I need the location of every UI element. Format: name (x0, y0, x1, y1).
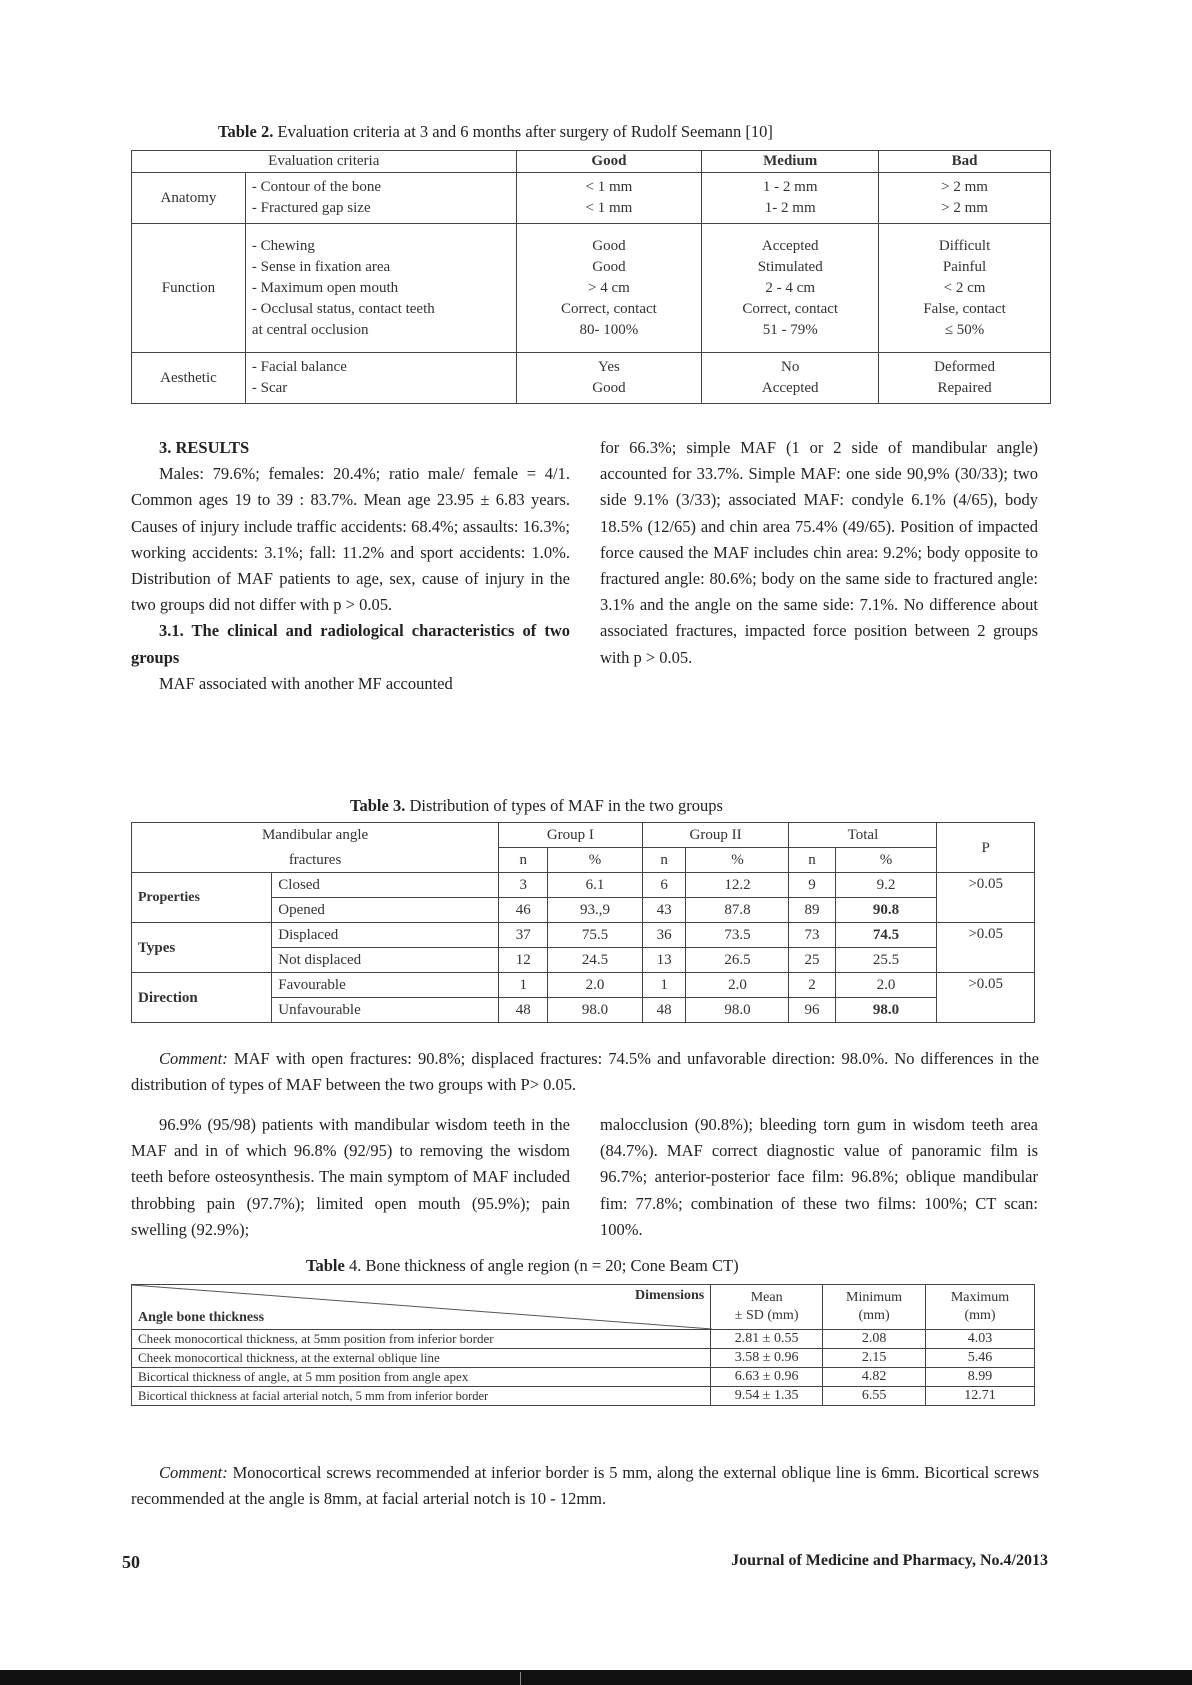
subsection-heading: 3.1. The clinical and radiological characteristics of two groups (131, 621, 570, 667)
table3-p-types: >0.05 (937, 923, 1035, 973)
table3-header-row2 (132, 848, 1035, 873)
header-line: Maximum (950, 1290, 1010, 1305)
table2-caption-label: Table 2. (218, 122, 274, 141)
table3-cell: Unfavourable (272, 998, 499, 1023)
comment-text: MAF with open fractures: 90.8%; displaced fractures: 74.5% and unfavorable direction: 98.0%. No differences in the distribution of types of MAF between the two groups with P> 0.05. (131, 1049, 1039, 1095)
cell-line: > 4 cm (588, 279, 630, 296)
table3-cell: Displaced (272, 923, 499, 948)
comment-label: Comment: (159, 1463, 228, 1482)
table3-cell: 13 (642, 948, 686, 973)
table3-cell: 89 (789, 898, 835, 923)
table4-cell: 2.08 (823, 1330, 926, 1349)
table3-header-pct: % (548, 848, 642, 873)
criteria-line: - Occlusal status, contact teeth (251, 300, 435, 317)
table3-header-pct: % (835, 848, 937, 873)
cell-line: False, contact (923, 300, 1006, 317)
table2 (131, 150, 1051, 404)
table3-cell: 9.2 (835, 873, 937, 898)
table4-cell: 3.58 ± 0.96 (711, 1349, 823, 1368)
table-row (132, 1387, 1035, 1406)
table2-anatomy-bad (879, 173, 1051, 224)
table2-header-bad: Bad (879, 151, 1051, 173)
table-row (132, 973, 1035, 998)
table4-cell: 2.15 (823, 1349, 926, 1368)
table2-aesthetic-good (516, 353, 702, 404)
table3-cell: 37 (499, 923, 548, 948)
table2-function-medium (702, 224, 879, 353)
table2-header-good: Good (516, 151, 702, 173)
table3-cell: 48 (642, 998, 686, 1023)
cell-line: > 2 mm (941, 200, 988, 216)
wisdom-teeth-paragraph: 96.9% (95/98) patients with mandibular wisdom teeth in the MAF and in of which 96.8% (92/95) to removing the wisdom teeth before osteosynthesis. The main symptom of MAF included throbbing pain (97.7%); limited open mouth (95.9%); pain swelling (92.9%); (131, 1115, 570, 1239)
table3-cell: 24.5 (548, 948, 642, 973)
table3-cell: 73 (789, 923, 835, 948)
table2-anatomy-good (516, 173, 702, 224)
table2-row-function (132, 224, 1051, 353)
header-line: ± SD (mm) (734, 1308, 799, 1323)
cell-line: Accepted (761, 237, 819, 254)
table2-anatomy-criteria (245, 173, 516, 224)
table3-cell: 48 (499, 998, 548, 1023)
table4 (131, 1284, 1035, 1406)
right-column-2 (600, 1112, 1038, 1243)
criteria-line: at central occlusion (251, 321, 369, 338)
cell-line: No (781, 359, 800, 375)
table4-cell: Cheek monocortical thickness, at 5mm position from inferior border (132, 1330, 711, 1349)
table2-header-medium: Medium (702, 151, 879, 173)
scan-edge-mark (520, 1672, 521, 1685)
table3-cell: 6.1 (548, 873, 642, 898)
table4-cell: Bicortical thickness of angle, at 5 mm position from angle apex (132, 1368, 711, 1387)
cell-line: Repaired (937, 380, 992, 396)
cell-line: > 2 mm (941, 179, 988, 195)
table4-header-mean (711, 1285, 823, 1330)
table3-header-n: n (789, 848, 835, 873)
table3-cell: 12 (499, 948, 548, 973)
table2-caption-text: Evaluation criteria at 3 and 6 months after surgery of Rudolf Seemann [10] (273, 122, 773, 141)
table2-header-row (132, 151, 1051, 173)
table2-aesthetic-criteria (245, 353, 516, 404)
table3-cell: 12.2 (686, 873, 789, 898)
table2-row-anatomy (132, 173, 1051, 224)
cell-line: Good (592, 380, 626, 396)
table2-header-criteria: Evaluation criteria (132, 151, 517, 173)
table2-caption (218, 122, 773, 142)
table4-cell: 5.46 (926, 1349, 1035, 1368)
cell-line: ≤ 50% (944, 321, 985, 338)
journal-name: Journal of Medicine and Pharmacy, No.4/2013 (731, 1552, 1048, 1569)
table4-corner-cell (132, 1285, 711, 1330)
maf-paragraph-start: MAF associated with another MF accounted (159, 673, 453, 693)
cell-line: 1- 2 mm (764, 200, 816, 216)
table3-caption-label: Table 3. (350, 796, 406, 815)
table4-cell: Cheek monocortical thickness, at the external oblique line (132, 1349, 711, 1368)
table3-p-properties: >0.05 (937, 873, 1035, 923)
table3-header-group2: Group II (642, 823, 789, 848)
cell-line: Good (592, 237, 626, 254)
criteria-line: - Fractured gap size (251, 200, 371, 216)
table3-header-pct: % (686, 848, 789, 873)
criteria-line: - Scar (251, 380, 288, 396)
table3-cell: 1 (642, 973, 686, 998)
cell-line: 2 - 4 cm (765, 279, 815, 296)
table3-cell: 36 (642, 923, 686, 948)
table3-cell: 1 (499, 973, 548, 998)
table4-cell: 2.81 ± 0.55 (711, 1330, 823, 1349)
table3-header-n: n (642, 848, 686, 873)
table3-cell: 3 (499, 873, 548, 898)
maf-paragraph-continued: for 66.3%; simple MAF (1 or 2 side of mandibular angle) accounted for 33.7%. Simple MAF: one side 90,9% (30/33); two side 9.1% (3/33); associated MAF: condyle 6.1% (4/65), body 18.5% (12/65) and chin area 75.4% (49/65). Position of impacted force caused the MAF includes chin area: 9.2%; body opposite to fractured angle: 80.6%; body on the same side to fractured angle: 3.1% and the angle on the same side: 7.1%. No difference about associated fractures, impacted force position between 2 groups with p > 0.05. (600, 438, 1038, 667)
cell-line: < 1 mm (585, 179, 633, 195)
cell-line: Correct, contact (742, 300, 839, 317)
table2-aesthetic-medium (702, 353, 879, 404)
diagnosis-paragraph: malocclusion (90.8%); bleeding torn gum in wisdom teeth area (84.7%). MAF correct diagnostic value of panoramic film is 96.7%; anterior-posterior face film: 96.8%; oblique mandibular fim: 77.8%; combination of these two films: 100%; CT scan: 100%. (600, 1115, 1038, 1239)
comment-paragraph (131, 1046, 1039, 1098)
table3-cell: 74.5 (835, 923, 937, 948)
table2-group-anatomy: Anatomy (132, 173, 246, 224)
comment-text: Monocortical screws recommended at inferior border is 5 mm, along the external oblique line is 6mm. Bicortical screws recommended at the angle is 8mm, at facial arterial notch is 10 - 12mm. (131, 1463, 1039, 1509)
table3-cell: 96 (789, 998, 835, 1023)
cell-line: 1 - 2 mm (762, 179, 818, 195)
table3-cell: Not displaced (272, 948, 499, 973)
table3-cell: 73.5 (686, 923, 789, 948)
table3-group-direction: Direction (132, 973, 272, 1023)
header-line: Minimum (846, 1290, 903, 1305)
section-heading: 3. RESULTS (159, 438, 250, 457)
table3-cell: 2.0 (686, 973, 789, 998)
table-row (132, 1368, 1035, 1387)
table3-cell: 2.0 (548, 973, 642, 998)
left-column-1 (131, 435, 570, 697)
table2-anatomy-medium (702, 173, 879, 224)
criteria-line: - Sense in fixation area (251, 258, 391, 275)
cell-line: < 2 cm (943, 279, 986, 296)
cell-line: Accepted (761, 380, 819, 396)
table3-cell: 25 (789, 948, 835, 973)
table4-cell: 4.82 (823, 1368, 926, 1387)
table3-cell: 2 (789, 973, 835, 998)
table2-aesthetic-bad (879, 353, 1051, 404)
cell-line: 80- 100% (579, 321, 639, 338)
criteria-line: - Chewing (251, 237, 315, 254)
left-column-2 (131, 1112, 570, 1243)
cell-line: Stimulated (757, 258, 823, 275)
table3-cell: 90.8 (835, 898, 937, 923)
table4-cell: 8.99 (926, 1368, 1035, 1387)
comment-table4 (131, 1460, 1039, 1512)
cell-line: Deformed (934, 359, 995, 375)
table3-cell: 98.0 (548, 998, 642, 1023)
table-row (132, 1330, 1035, 1349)
header-line: Mean (750, 1290, 783, 1305)
table3-cell: Favourable (272, 973, 499, 998)
comment-table3 (131, 1046, 1039, 1098)
table3-cell: 43 (642, 898, 686, 923)
table2-row-aesthetic (132, 353, 1051, 404)
table3-cell: Closed (272, 873, 499, 898)
table3-caption (350, 796, 723, 816)
table3-group-properties: Properties (132, 873, 272, 923)
table3-group-types: Types (132, 923, 272, 973)
cell-line: Correct, contact (561, 300, 657, 317)
cell-line: Good (592, 258, 626, 275)
scan-edge-bar (0, 1670, 1192, 1685)
right-column-1 (600, 435, 1038, 671)
table-row (132, 923, 1035, 948)
table4-cell: 4.03 (926, 1330, 1035, 1349)
cell-line: Painful (942, 258, 987, 275)
criteria-line: - Contour of the bone (251, 179, 382, 195)
table4-header-row (132, 1285, 1035, 1330)
table4-caption (306, 1256, 739, 1276)
results-paragraph: Males: 79.6%; females: 20.4%; ratio male/ female = 4/1. Common ages 19 to 39 : 83.7%. Mean age 23.95 ± 6.83 years. Causes of injury include traffic accidents: 68.4%; assaults: 16.3%; working accidents: 3.1%; fall: 11.2% and sport accidents: 1.0%. Distribution of MAF patients to age, sex, cause of injury in the two groups did not differ with p > 0.05. (131, 464, 570, 615)
table4-caption-label: Table (306, 1256, 345, 1275)
criteria-line: - Facial balance (251, 359, 347, 375)
table3-p-direction: >0.05 (937, 973, 1035, 1023)
table3-header-total: Total (789, 823, 937, 848)
criteria-line: - Maximum open mouth (251, 279, 399, 296)
table3-cell: 9 (789, 873, 835, 898)
table4-cell: 9.54 ± 1.35 (711, 1387, 823, 1406)
table3-cell: 93.,9 (548, 898, 642, 923)
table3-cell: 46 (499, 898, 548, 923)
table3-header-fractures: Mandibular angle (132, 823, 499, 848)
table4-cell: 6.55 (823, 1387, 926, 1406)
table3-cell: 75.5 (548, 923, 642, 948)
cell-line: 51 - 79% (762, 321, 818, 338)
table3 (131, 822, 1035, 1023)
header-line: (mm) (858, 1308, 890, 1323)
table3-header-row1 (132, 823, 1035, 848)
comment-label: Comment: (159, 1049, 228, 1068)
table2-function-good (516, 224, 702, 353)
table4-corner-top: Dimensions (634, 1288, 705, 1303)
table4-cell: 12.71 (926, 1387, 1035, 1406)
table3-cell: 2.0 (835, 973, 937, 998)
table3-cell: 25.5 (835, 948, 937, 973)
comment-paragraph (131, 1460, 1039, 1512)
table4-cell: 6.63 ± 0.96 (711, 1368, 823, 1387)
table4-cell: Bicortical thickness at facial arterial notch, 5 mm from inferior border (132, 1387, 711, 1406)
table4-header-maximum (926, 1285, 1035, 1330)
table3-header-n: n (499, 848, 548, 873)
table4-caption-text: 4. Bone thickness of angle region (n = 20; Cone Beam CT) (344, 1256, 739, 1275)
cell-line: < 1 mm (585, 200, 633, 216)
table3-header-p: P (937, 823, 1035, 873)
cell-line: Difficult (938, 237, 991, 254)
table4-corner-bottom: Angle bone thickness (138, 1310, 265, 1325)
table4-header-minimum (823, 1285, 926, 1330)
cell-line: Yes (598, 359, 620, 375)
table3-caption-text: Distribution of types of MAF in the two groups (405, 796, 723, 815)
table3-cell: 26.5 (686, 948, 789, 973)
header-line: (mm) (964, 1308, 996, 1323)
table3-header-fractures-2: fractures (132, 848, 499, 873)
table2-function-bad (879, 224, 1051, 353)
table2-group-aesthetic: Aesthetic (132, 353, 246, 404)
page-number: 50 (122, 1552, 140, 1572)
table-row (132, 1349, 1035, 1368)
table2-group-function: Function (132, 224, 246, 353)
table2-function-criteria (245, 224, 516, 353)
table3-cell: 98.0 (835, 998, 937, 1023)
table3-header-group1: Group I (499, 823, 643, 848)
table3-cell: 98.0 (686, 998, 789, 1023)
table3-cell: Opened (272, 898, 499, 923)
table-row (132, 873, 1035, 898)
table3-cell: 87.8 (686, 898, 789, 923)
table3-cell: 6 (642, 873, 686, 898)
